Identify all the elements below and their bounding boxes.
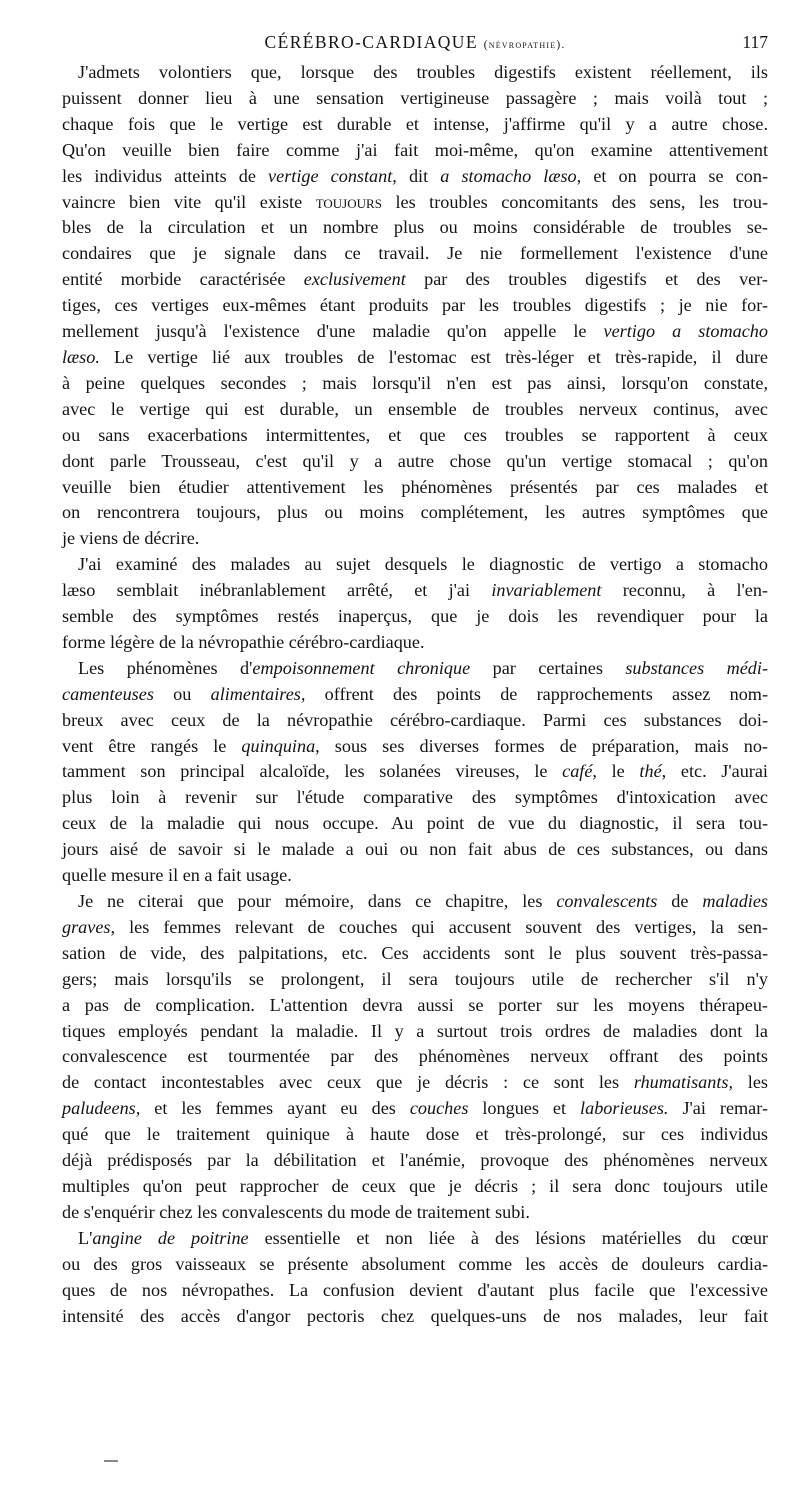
- text-line: [62, 993, 768, 1019]
- italic-text: thé: [639, 761, 662, 782]
- text-line: [62, 60, 768, 86]
- text-run: tamment son principal alcaloïde, les solanées vireuses, le: [62, 761, 563, 782]
- text-line: [62, 1304, 768, 1330]
- italic-text: laborieuses.: [580, 1098, 669, 1119]
- text-run: par des troubles digestifs et des ver-: [405, 269, 768, 290]
- page-number: 117: [742, 32, 768, 52]
- text-line: [62, 215, 768, 241]
- text-line: [62, 138, 768, 164]
- text-line: [62, 397, 768, 423]
- text-run: jours aisé de savoir si le malade a oui ou non fait abus de ces substances, ou dans: [62, 839, 768, 860]
- text-run: J'ai examiné des malades au sujet desquels le diagnostic de vertigo a stomacho: [78, 554, 768, 575]
- text-run: gers; mais lorsqu'ils se prolongent, il sera toujours utile de rechercher s'il n'y: [62, 968, 768, 989]
- italic-text: café: [562, 761, 593, 782]
- italic-text: convalescents: [556, 891, 658, 911]
- text-run: , sous ses diverses formes de préparation, mais no-: [315, 735, 768, 756]
- text-run: je viens de décrire.: [62, 528, 200, 549]
- text-run: et on pourra se con-: [581, 165, 768, 186]
- text-line: [62, 630, 768, 656]
- italic-text: paludeens,: [62, 1098, 141, 1119]
- text-line: [62, 552, 768, 578]
- text-run: forme légère de la névropathie cérébro-cardiaque.: [62, 631, 425, 652]
- text-run: Je ne citerai que pour mémoire, dans ce chapitre, les: [78, 891, 557, 911]
- text-run: par certaines: [470, 657, 626, 678]
- text-run: puissent donner lieu à une sensation vertigineuse passagère ; mais voilà tout ;: [62, 87, 768, 108]
- running-title-main: CÉRÉBRO-CARDIAQUE: [264, 32, 478, 52]
- text-line: [62, 708, 768, 734]
- text-run: qué que le traitement quinique à haute dose et très-prolongé, sur ces individus: [62, 1124, 768, 1145]
- text-run: tiques employés pendant la maladie. Il y a surtout trois ordres de maladies dont la: [62, 1020, 768, 1041]
- text-run: bles de la circulation et un nombre plus ou moins considérable de troubles se-: [62, 217, 768, 238]
- text-line: [62, 423, 768, 449]
- text-line: [62, 811, 768, 837]
- italic-text: empoisonnement chronique: [252, 657, 471, 678]
- text-run: , dit: [392, 165, 441, 186]
- text-run: condaires que je signale dans ce travail. Je nie formellement l'existence d'une: [62, 243, 768, 264]
- italic-text: rhumatisants,: [633, 1072, 734, 1093]
- text-run: plus loin à revenir sur l'étude comparative des symptômes d'intoxication avec: [62, 787, 768, 808]
- text-line: [62, 293, 768, 319]
- text-line: [62, 734, 768, 760]
- running-title-sub: (névropathie).: [483, 39, 566, 51]
- italic-text: exclusivement: [303, 269, 406, 290]
- text-run: déjà prédisposés par la débilitation et l'anémie, provoque des phénomènes nerveux: [62, 1150, 768, 1171]
- text-run: L': [78, 1227, 93, 1248]
- text-run: les individus atteints de: [62, 165, 269, 186]
- text-run: vaincre bien vite qu'il existe: [62, 191, 316, 212]
- text-run: longues et: [468, 1098, 581, 1119]
- italic-text: vertige constant: [268, 165, 393, 186]
- text-run: avec le vertige qui est durable, un ensemble de troubles nerveux continus, avec: [62, 398, 768, 419]
- text-line: [62, 578, 768, 604]
- text-run: ques de nos névropathes. La confusion devient d'autant plus facile que l'excessive: [62, 1279, 768, 1300]
- text-line: [62, 164, 768, 190]
- text-run: à peine quelques secondes ; mais lorsqu'il n'en est pas ainsi, lorsqu'on constate,: [62, 372, 768, 393]
- text-run: convalescence est tourmentée par des phénomènes nerveux offrant des points: [62, 1046, 768, 1067]
- italic-text: a stomacho læso,: [440, 165, 582, 186]
- text-run: on rencontrera toujours, plus ou moins complétement, les autres symptômes que: [62, 502, 768, 523]
- text-run: Les phénomènes d': [78, 657, 253, 678]
- italic-text: invariablement: [491, 580, 602, 601]
- text-line: [62, 1226, 768, 1252]
- text-run: les troubles concomitants des sens, les trou-: [381, 191, 769, 212]
- paragraph: [62, 552, 768, 656]
- body-text: [62, 60, 768, 1329]
- text-line: [62, 475, 768, 501]
- text-line: [62, 1174, 768, 1200]
- text-run: ou: [153, 683, 211, 704]
- text-run: tiges, ces vertiges eux-mêmes étant produits par les troubles digestifs ; je nie for-: [62, 295, 768, 316]
- paragraph: [62, 656, 768, 889]
- text-line: [62, 267, 768, 293]
- text-run: de: [657, 891, 703, 911]
- text-line: [62, 967, 768, 993]
- text-line: [62, 915, 768, 941]
- italic-text: quinquina: [241, 735, 316, 756]
- italic-text: couches: [409, 1098, 469, 1119]
- running-header: [62, 32, 768, 60]
- text-line: [62, 863, 768, 889]
- text-run: mellement jusqu'à l'existence d'une maladie qu'on appelle le: [62, 321, 604, 342]
- text-line: [62, 604, 768, 630]
- text-run: ou des gros vaisseaux se présente absolument comme les accès de douleurs cardia-: [62, 1253, 768, 1274]
- text-run: breux avec ceux de la névropathie cérébro-cardiaque. Parmi ces substances doi-: [62, 709, 768, 730]
- text-line: [62, 1044, 768, 1070]
- text-run: a pas de complication. L'attention devra aussi se porter sur les moyens thérapeu-: [62, 994, 768, 1015]
- text-run: reconnu, à l'en-: [601, 580, 768, 601]
- text-line: [62, 500, 768, 526]
- text-run: veuille bien étudier attentivement les phénomènes présentés par ces malades et: [62, 476, 768, 497]
- italic-text: alimentaires,: [210, 683, 306, 704]
- text-run: J'admets volontiers que, lorsque des troubles digestifs existent réellement, ils: [78, 62, 768, 82]
- text-run: Qu'on veuille bien faire comme j'ai fait moi-même, qu'on examine attentivement: [62, 139, 768, 160]
- text-run: , le: [592, 761, 640, 782]
- text-run: dont parle Trousseau, c'est qu'il y a autre chose qu'un vertige stomacal ; qu'on: [62, 450, 768, 471]
- italic-text: maladies: [702, 891, 768, 911]
- text-line: [62, 190, 768, 216]
- text-line: [62, 785, 768, 811]
- text-line: [62, 1200, 768, 1226]
- text-line: [62, 241, 768, 267]
- text-line: [62, 449, 768, 475]
- text-line: [62, 1278, 768, 1304]
- text-run: Le vertige lié aux troubles de l'estomac est très-léger et très-rapide, il dure: [99, 346, 768, 367]
- footer-rule: [104, 1460, 118, 1462]
- text-line: [62, 112, 768, 138]
- text-run: offrent des points de rapprochements assez nom-: [305, 683, 769, 704]
- text-run: les femmes relevant de couches qui accusent souvent des vertiges, la sen-: [115, 916, 768, 937]
- text-run: de s'enquérir chez les convalescents du mode de traitement subi.: [62, 1201, 530, 1222]
- text-run: essentielle et non liée à des lésions matérielles du cœur: [248, 1227, 768, 1248]
- text-run: de contact incontestables avec ceux que je décris : ce sont les: [62, 1072, 634, 1093]
- text-line: [62, 1070, 768, 1096]
- text-run: chaque fois que le vertige est durable et intense, j'affirme qu'il y a autre chose.: [62, 113, 768, 134]
- paragraph: [62, 60, 768, 552]
- text-run: entité morbide caractérisée: [62, 269, 304, 290]
- text-line: [62, 759, 768, 785]
- text-line: [62, 526, 768, 552]
- text-run: J'ai remar-: [668, 1098, 768, 1119]
- text-line: [62, 1122, 768, 1148]
- italic-text: angine de poitrine: [92, 1227, 249, 1248]
- text-line: [62, 86, 768, 112]
- text-line: [62, 1252, 768, 1278]
- text-run: , etc. J'aurai: [661, 761, 768, 782]
- running-title: [62, 32, 768, 53]
- italic-text: substances médi-: [625, 657, 768, 678]
- text-line: [62, 889, 768, 915]
- text-run: intensité des accès d'angor pectoris chez quelques-uns de nos malades, leur fait: [62, 1305, 768, 1326]
- text-run: toujours: [315, 191, 382, 212]
- text-run: læso semblait inébranlablement arrêté, et j'ai: [62, 580, 492, 601]
- text-run: et les femmes ayant eu des: [140, 1098, 410, 1119]
- text-line: [62, 682, 768, 708]
- text-line: [62, 345, 768, 371]
- text-line: [62, 319, 768, 345]
- text-line: [62, 1148, 768, 1174]
- text-run: vent être rangés le: [62, 735, 242, 756]
- text-run: multiples qu'on peut rapprocher de ceux que je décris ; il sera donc toujours utile: [62, 1175, 768, 1196]
- text-line: [62, 837, 768, 863]
- italic-text: graves,: [62, 916, 116, 937]
- text-line: [62, 656, 768, 682]
- text-run: les: [733, 1072, 768, 1093]
- text-run: sation de vide, des palpitations, etc. Ces accidents sont le plus souvent très-passa-: [62, 942, 768, 963]
- page: [62, 32, 768, 1329]
- italic-text: læso.: [62, 346, 100, 367]
- paragraph: [62, 1226, 768, 1330]
- text-run: quelle mesure il en a fait usage.: [62, 865, 292, 886]
- text-run: semble des symptômes restés inaperçus, que je dois les revendiquer pour la: [62, 606, 768, 627]
- italic-text: camenteuses: [62, 683, 154, 704]
- italic-text: vertigo a stomacho: [603, 321, 768, 342]
- text-line: [62, 1096, 768, 1122]
- text-line: [62, 371, 768, 397]
- text-run: ou sans exacerbations intermittentes, et que ces troubles se rapportent à ceux: [62, 424, 768, 445]
- text-line: [62, 941, 768, 967]
- text-run: ceux de la maladie qui nous occupe. Au point de vue du diagnostic, il sera tou-: [62, 813, 768, 834]
- text-line: [62, 1019, 768, 1045]
- paragraph: [62, 889, 768, 1226]
